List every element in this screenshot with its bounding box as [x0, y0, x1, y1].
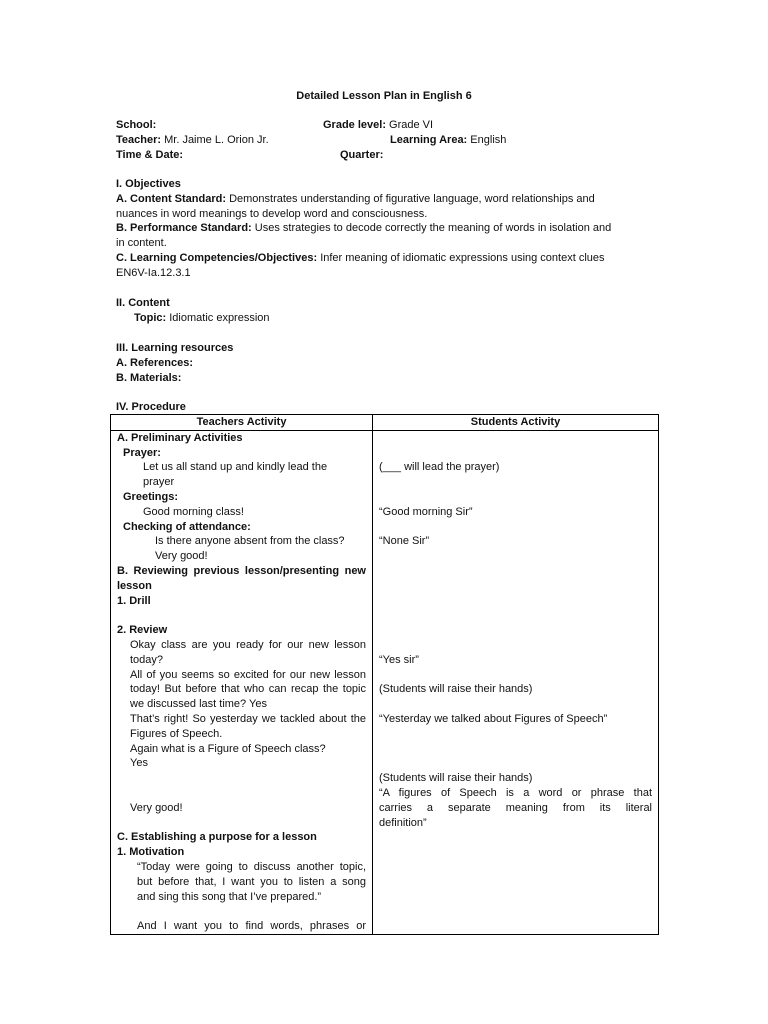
motivation-line-2: but before that, I want you to listen a song [137, 875, 366, 888]
content-standard [116, 192, 646, 207]
spacer [379, 431, 652, 446]
review-line-5: we discussed last time? Yes [130, 698, 267, 711]
student-yesterday: “Yesterday we talked about Figures of Speech” [379, 712, 608, 725]
grade-level [323, 118, 433, 133]
grade-level-label: Grade level: [323, 119, 386, 131]
prayer-line-1: Let us all stand up and kindly lead the [143, 461, 328, 474]
spacer [379, 579, 652, 594]
prayer-line-2: prayer [143, 476, 175, 489]
competency-code: EN6V-Ia.12.3.1 [116, 266, 191, 279]
spacer [117, 816, 366, 831]
attendance-label: Checking of attendance: [123, 520, 251, 533]
quarter-label: Quarter: [340, 149, 384, 161]
review-heading: 2. Review [117, 624, 168, 637]
review-line-1: Okay class are you ready for our new lesson [130, 638, 366, 651]
learning-competencies-text: Infer meaning of idiomatic expressions using context clues [320, 251, 605, 264]
learning-area-value: English [470, 134, 507, 146]
procedure-heading: IV. Procedure [116, 401, 186, 413]
review-line-7: Figures of Speech. [130, 727, 223, 740]
time-date-label: Time & Date: [116, 149, 184, 161]
content-standard-text-1: Demonstrates understanding of figurative language, word relationships and [229, 192, 595, 205]
spacer [379, 697, 652, 712]
spacer [379, 742, 652, 757]
objectives-heading: I. Objectives [116, 178, 181, 190]
spacer [117, 771, 366, 786]
students-activity-header: Students Activity [373, 415, 659, 431]
motivation-line-1: “Today were going to discuss another topic, [137, 860, 366, 873]
review-line-4: today! But before that who can recap the topic [130, 683, 366, 696]
reviewing-heading-1: B. Reviewing previous lesson/presenting new [117, 564, 366, 577]
resources-section [116, 341, 646, 385]
spacer [379, 608, 652, 623]
learning-area [390, 133, 506, 148]
spacer [379, 520, 652, 535]
review-line-3: All of you seems so excited for our new lesson [130, 668, 366, 681]
student-definition-3: definition” [379, 816, 427, 829]
greetings-line: Good morning class! [143, 505, 244, 518]
performance-standard-text-1: Uses strategies to decode correctly the meaning of words in isolation and [254, 222, 612, 235]
teacher [116, 133, 269, 148]
spacer [379, 756, 652, 771]
student-greeting: “Good morning Sir” [379, 505, 473, 518]
student-raise-hands-1: (Students will raise their hands) [379, 683, 533, 696]
motivation-line-4: And I want you to find words, phrases or [137, 920, 366, 933]
table-row [111, 430, 659, 934]
learning-competencies-label: C. Learning Competencies/Objectives: [116, 251, 318, 264]
performance-standard-text-2: in content. [116, 237, 167, 250]
review-line-10: Very good! [130, 801, 183, 814]
teachers-activity-header: Teachers Activity [111, 415, 373, 431]
review-line-9: Yes [130, 757, 148, 770]
grade-level-value: Grade VI [389, 119, 434, 131]
teacher-value: Mr. Jaime L. Orion Jr. [164, 134, 269, 146]
teachers-activity-cell [111, 430, 373, 934]
student-definition-2: carries a separate meaning from its literal [379, 801, 652, 814]
content-section [116, 296, 646, 326]
attendance-line-1: Is there anyone absent from the class? [155, 535, 345, 548]
references-label: A. References: [116, 356, 194, 369]
spacer [379, 594, 652, 609]
topic-label: Topic: [134, 311, 167, 324]
procedure-table [110, 414, 659, 935]
student-prayer: (___ will lead the prayer) [379, 461, 500, 474]
spacer [379, 490, 652, 505]
motivation-heading: 1. Motivation [117, 846, 185, 859]
review-line-2: today? [130, 653, 164, 666]
spacer [117, 608, 366, 623]
spacer [379, 475, 652, 490]
spacer [379, 623, 652, 638]
document-title: Detailed Lesson Plan in English 6 [296, 90, 472, 102]
spacer [379, 446, 652, 461]
greetings-label: Greetings: [123, 490, 179, 503]
content-standard-label: A. Content Standard: [116, 192, 226, 205]
prayer-label: Prayer: [123, 446, 161, 459]
spacer [117, 786, 366, 801]
spacer [379, 727, 652, 742]
student-definition-1: “A figures of Speech is a word or phrase that [379, 786, 652, 799]
drill-heading: 1. Drill [117, 594, 151, 607]
review-line-8: Again what is a Figure of Speech class? [130, 742, 326, 755]
reviewing-heading-2: lesson [117, 579, 152, 592]
spacer [379, 668, 652, 683]
spacer [117, 904, 366, 919]
motivation-line-3: and sing this song that I’ve prepared.” [137, 890, 322, 903]
topic-value: Idiomatic expression [169, 311, 270, 324]
purpose-heading: C. Establishing a purpose for a lesson [117, 831, 317, 844]
objectives-section [116, 177, 646, 281]
table-header-row [111, 415, 659, 431]
student-raise-hands-2: (Students will raise their hands) [379, 772, 533, 785]
topic [116, 311, 646, 326]
students-activity-cell [373, 430, 659, 934]
resources-heading: III. Learning resources [116, 342, 234, 354]
content-heading: II. Content [116, 297, 170, 309]
learning-area-label: Learning Area: [390, 134, 468, 146]
materials-label: B. Materials: [116, 371, 182, 384]
spacer [379, 549, 652, 564]
review-line-6: That’s right! So yesterday we tackled about the [130, 712, 366, 725]
spacer [379, 638, 652, 653]
learning-competencies [116, 251, 646, 266]
performance-standard [116, 221, 646, 236]
attendance-line-2: Very good! [155, 550, 208, 563]
preliminary-activities: A. Preliminary Activities [117, 431, 243, 444]
school-label: School: [116, 119, 157, 131]
student-yes-sir: “Yes sir” [379, 653, 419, 666]
performance-standard-label: B. Performance Standard: [116, 222, 252, 235]
content-standard-text-2: nuances in word meanings to develop word and consciousness. [116, 207, 428, 220]
teacher-label: Teacher: [116, 134, 162, 146]
spacer [379, 564, 652, 579]
student-absent-reply: “None Sir” [379, 535, 430, 548]
